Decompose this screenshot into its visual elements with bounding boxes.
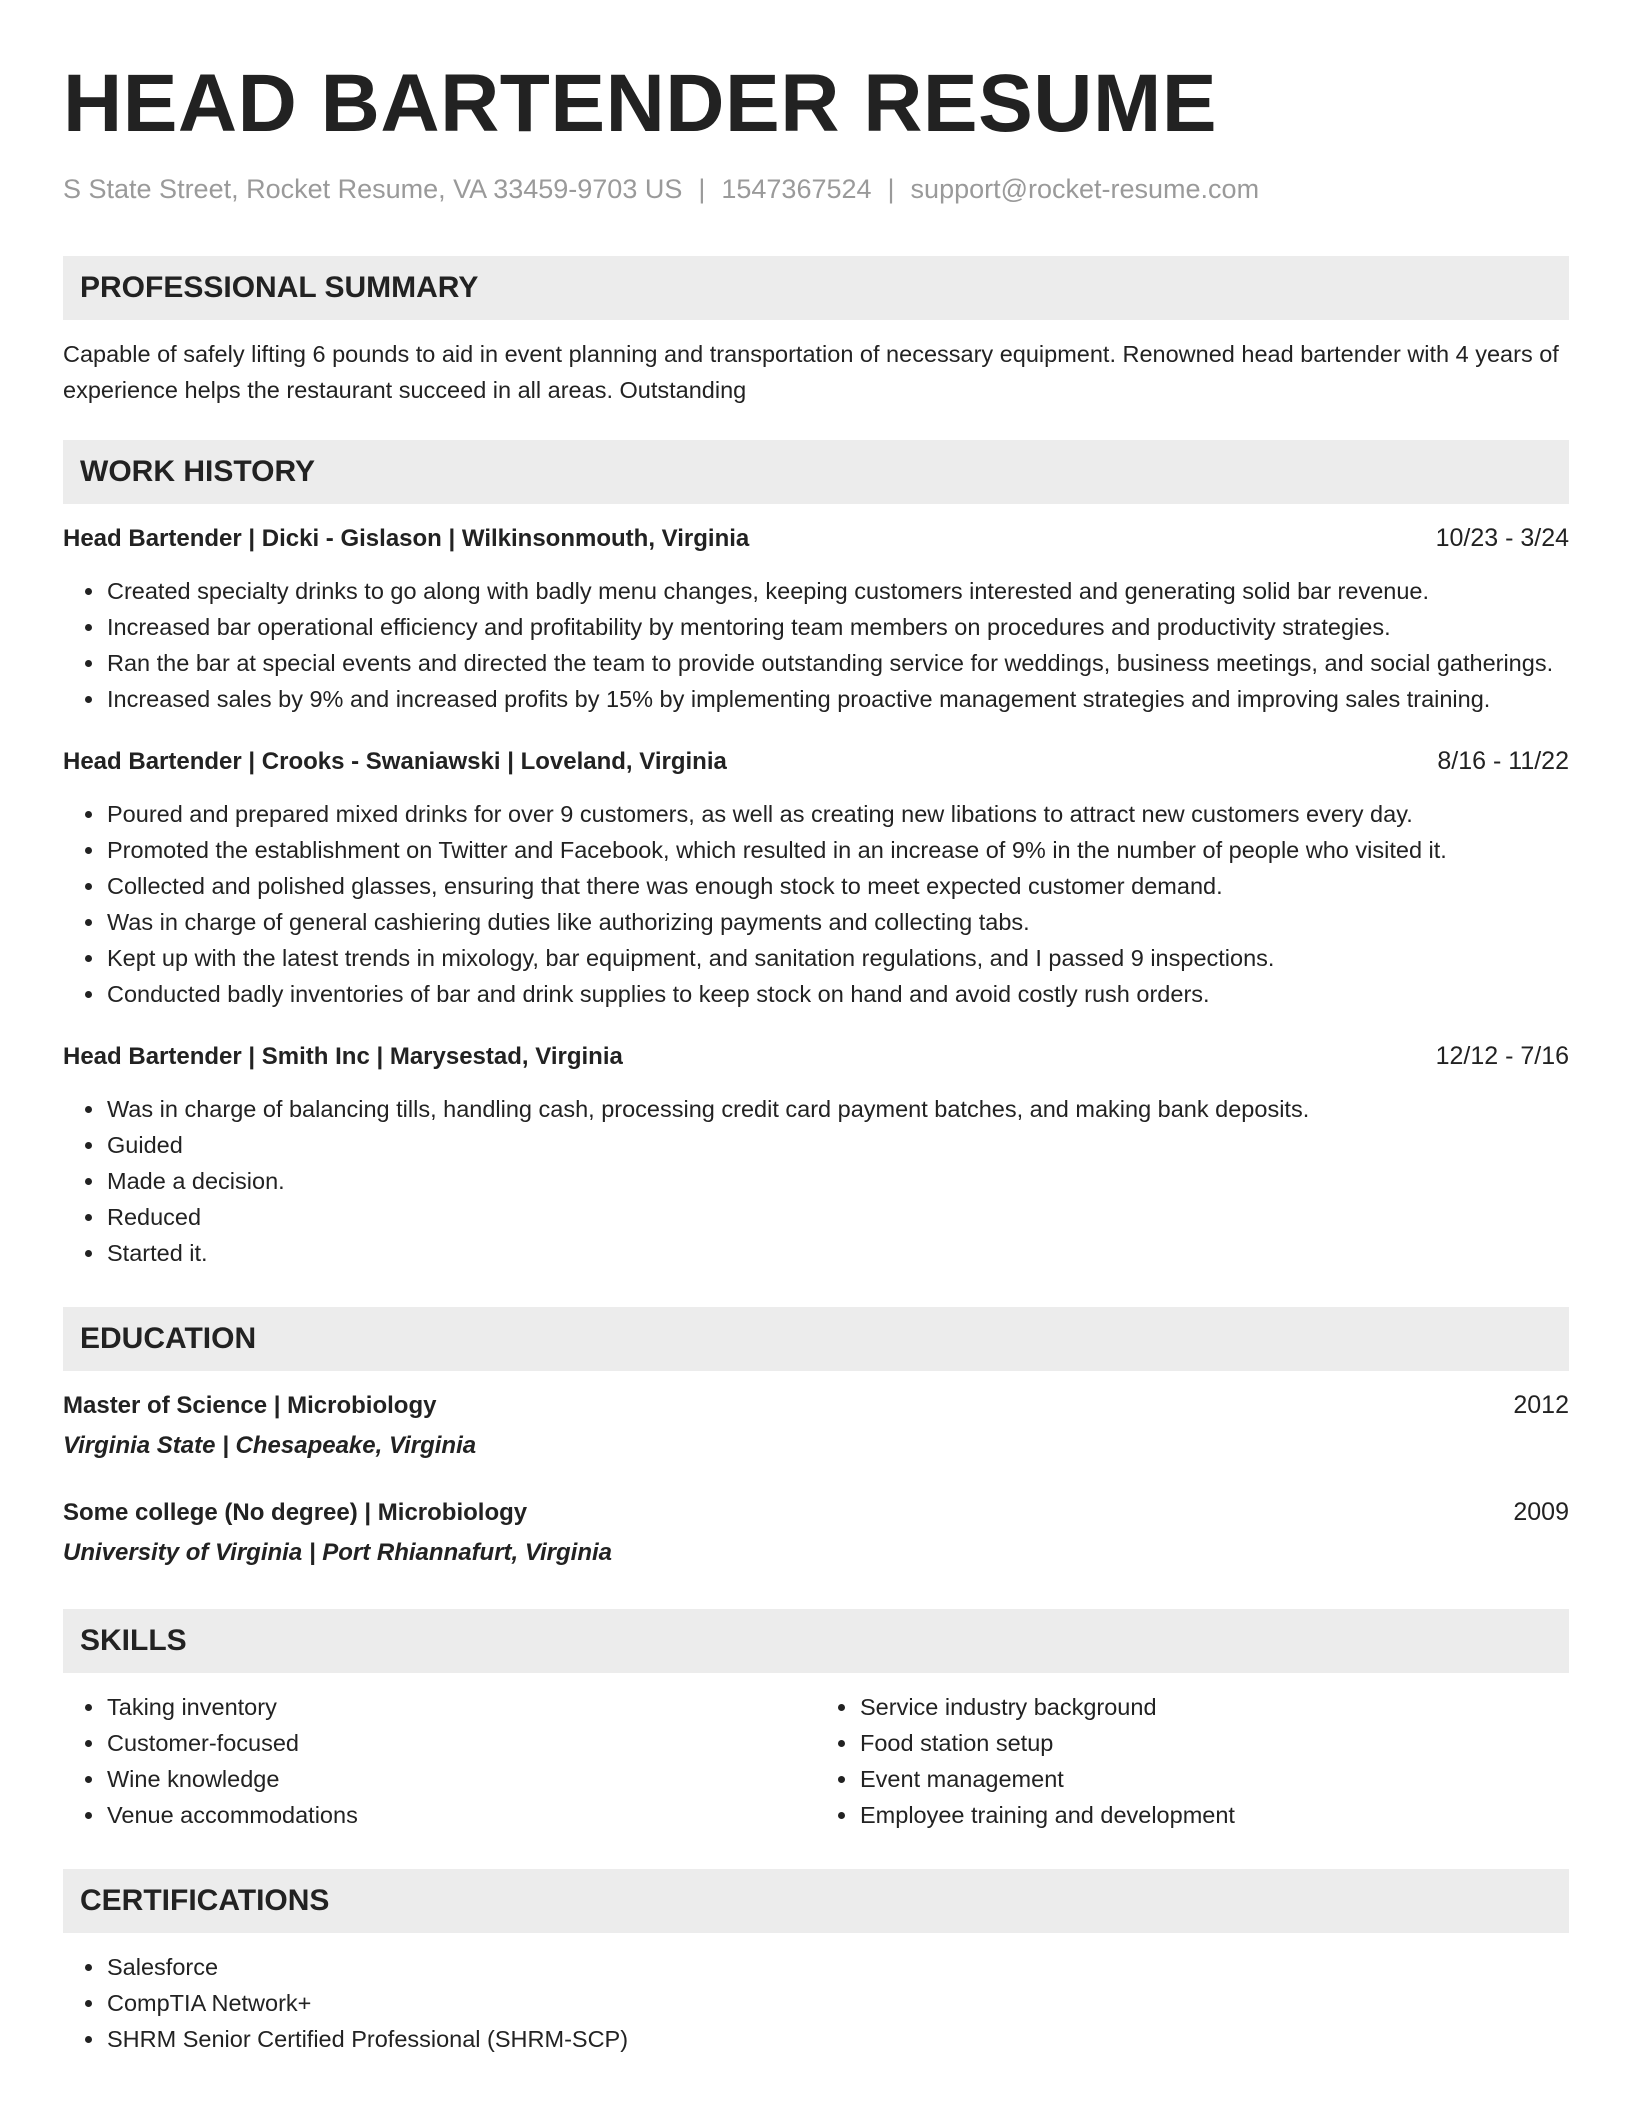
job-bullet: • Guided [106,1127,1569,1163]
job-title: Head Bartender | Smith Inc | Marysestad, Virginia [63,1043,623,1070]
contact-line [63,172,1569,206]
job-header [63,520,1569,557]
section-header-certifications: CERTIFICATIONS [63,1869,1569,1933]
education-degree: Master of Science | Microbiology [63,1392,437,1419]
summary-text: Capable of safely lifting 6 pounds to aid in event planning and transportation of necessary equipment. Renowned head bartender with 4 years of experience helps the restaurant succeed in all areas. Outstanding [63,341,1559,403]
job-entry [63,1038,1569,1271]
job-entry [63,520,1569,717]
skills-grid [63,1689,1569,1833]
job-bullets [63,573,1569,717]
job-bullet: • Was in charge of general cashiering duties like authorizing payments and collecting tabs. [106,904,1569,940]
certification-item: • SHRM Senior Certified Professional (SHRM-SCP) [106,2021,1569,2057]
education-school: University of Virginia | Port Rhiannafurt, Virginia [63,1539,613,1566]
education-entry [63,1494,1569,1571]
certification-item: • Salesforce [106,1949,1569,1985]
job-bullet: • Was in charge of balancing tills, handling cash, processing credit card payment batches, and making bank deposits. [106,1091,1569,1127]
section-header-summary: PROFESSIONAL SUMMARY [63,256,1569,320]
job-title: Head Bartender | Crooks - Swaniawski | Loveland, Virginia [63,748,727,775]
skill-item: • Taking inventory [106,1689,816,1725]
job-dates: 8/16 - 11/22 [1437,747,1569,775]
job-bullet: • Collected and polished glasses, ensuring that there was enough stock to meet expected customer demand. [106,868,1569,904]
skill-item: • Service industry background [859,1689,1569,1725]
skill-item: • Employee training and development [859,1797,1569,1833]
education-school: Virginia State | Chesapeake, Virginia [63,1432,477,1459]
job-bullet: • Made a decision. [106,1163,1569,1199]
education-header [63,1494,1569,1531]
certifications-list [63,1949,1569,2057]
skill-item: • Wine knowledge [106,1761,816,1797]
education-header [63,1387,1569,1424]
section-header-work-history: WORK HISTORY [63,440,1569,504]
contact-separator: | [887,174,895,204]
education-year: 2012 [1513,1391,1569,1419]
job-bullet: • Kept up with the latest trends in mixology, bar equipment, and sanitation regulations, and I passed 9 inspections. [106,940,1569,976]
certification-item: • CompTIA Network+ [106,1985,1569,2021]
education-degree: Some college (No degree) | Microbiology [63,1499,528,1526]
job-bullet: • Started it. [106,1235,1569,1271]
job-entry [63,743,1569,1012]
education-entry [63,1387,1569,1464]
education-year: 2009 [1513,1498,1569,1526]
skill-item: • Food station setup [859,1725,1569,1761]
job-bullet: • Poured and prepared mixed drinks for over 9 customers, as well as creating new libations to attract new customers every day. [106,796,1569,832]
job-dates: 12/12 - 7/16 [1435,1042,1569,1070]
contact-address: S State Street, Rocket Resume, VA 33459-9703 US [63,174,683,204]
job-title: Head Bartender | Dicki - Gislason | Wilkinsonmouth, Virginia [63,525,750,552]
job-header [63,743,1569,780]
job-bullet: • Increased bar operational efficiency and profitability by mentoring team members on procedures and productivity strategies. [106,609,1569,645]
contact-separator: | [698,174,706,204]
job-dates: 10/23 - 3/24 [1435,524,1569,552]
contact-email: support@rocket-resume.com [910,174,1260,204]
job-header [63,1038,1569,1075]
skills-column-left [63,1689,816,1833]
skills-column-right [816,1689,1569,1833]
job-bullet: • Promoted the establishment on Twitter and Facebook, which resulted in an increase of 9% in the number of people who visited it. [106,832,1569,868]
job-bullet: • Created specialty drinks to go along with badly menu changes, keeping customers interested and generating solid bar revenue. [106,573,1569,609]
resume-title: HEAD BARTENDER RESUME [63,58,1218,149]
skill-item: • Customer-focused [106,1725,816,1761]
skill-item: • Event management [859,1761,1569,1797]
job-bullet: • Conducted badly inventories of bar and drink supplies to keep stock on hand and avoid costly rush orders. [106,976,1569,1012]
job-bullet: • Reduced [106,1199,1569,1235]
job-bullet: • Increased sales by 9% and increased profits by 15% by implementing proactive management strategies and improving sales training. [106,681,1569,717]
contact-phone: 1547367524 [721,174,872,204]
section-header-skills: SKILLS [63,1609,1569,1673]
job-bullets [63,1091,1569,1271]
job-bullet: • Ran the bar at special events and directed the team to provide outstanding service for weddings, business meetings, and social gatherings. [106,645,1569,681]
skill-item: • Venue accommodations [106,1797,816,1833]
section-header-education: EDUCATION [63,1307,1569,1371]
job-bullets [63,796,1569,1012]
